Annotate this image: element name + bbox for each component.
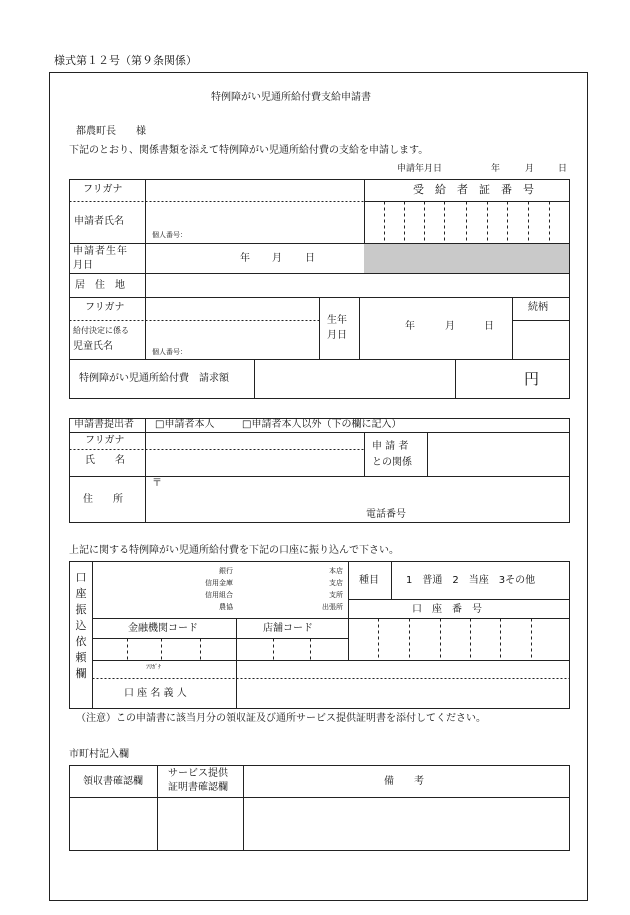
date-month-label: 月: [525, 164, 535, 174]
form-title: 特例障がい児通所給付費支給申請書: [211, 92, 371, 103]
holder-name-field[interactable]: [237, 679, 569, 708]
claim-amount-label: 特例障がい児通所給付費 請求額: [79, 373, 229, 384]
applicant-birth-label-2: 月日: [73, 260, 93, 271]
holder-label: 口 座 名 義 人: [124, 688, 187, 699]
furigana-label: フリガナ: [83, 184, 123, 195]
account-number-field[interactable]: [349, 619, 569, 660]
child-day-label: 日: [484, 321, 494, 332]
date-day-label: 日: [558, 164, 568, 174]
transfer-side-label: [70, 570, 92, 682]
addressee: 都農町長 様: [76, 126, 146, 137]
postal-mark: 〒: [152, 478, 162, 489]
bank-code-field[interactable]: [93, 639, 236, 660]
holder-furigana-label: ﾌﾘｶﾞﾅ: [146, 664, 162, 671]
side-char: 口: [75, 571, 87, 584]
branch-code-field[interactable]: [237, 639, 348, 660]
applicant-birth-label-1: 申請者生年: [73, 246, 128, 257]
submitter-name-label: 氏 名: [85, 455, 125, 466]
birth-month-label: 月: [272, 253, 282, 264]
address-label: 居 住 地: [75, 280, 125, 291]
remarks-label: 備 考: [384, 776, 424, 787]
branch-type-list: [290, 565, 343, 613]
child-birth-label-2: 月日: [327, 330, 347, 341]
side-char: 振: [75, 603, 87, 616]
account-type-options[interactable]: 1 普通 2 当座 3その他: [406, 575, 536, 586]
applicant-birth-field[interactable]: [146, 244, 364, 273]
branch-type: 本店: [329, 567, 343, 575]
submitter-relation-label-1: 申 請 者: [372, 441, 409, 452]
bank-code-label: 金融機関コード: [128, 623, 198, 634]
submitter-relation-label-2: との関係: [372, 457, 412, 468]
transfer-lead: 上記に関する特例障がい児通所給付費を下記の口座に振り込んで下さい。: [69, 545, 399, 556]
birth-day-label: 日: [305, 253, 315, 264]
submitter-furigana-field[interactable]: [146, 433, 364, 449]
submitter-name-field[interactable]: [146, 450, 364, 476]
child-label-2: 児童氏名: [73, 341, 113, 352]
submitter-furigana-label: フリガナ: [85, 435, 125, 446]
submitter-address-field[interactable]: [146, 477, 569, 522]
child-personal-no-label: 個人番号：: [152, 348, 187, 356]
side-char: 込: [75, 619, 87, 632]
submitter-relation-field[interactable]: [428, 433, 569, 476]
submitter-address-label: 住 所: [83, 494, 123, 505]
bank-type: 銀行: [219, 567, 233, 575]
service-cert-field[interactable]: [158, 798, 243, 850]
branch-type: 出張所: [322, 603, 343, 611]
applicant-furigana-field[interactable]: [146, 180, 364, 201]
branch-type: 支所: [329, 591, 343, 599]
child-year-label: 年: [405, 321, 415, 332]
child-label-1: 給付決定に係る: [73, 326, 129, 335]
address-field[interactable]: [146, 274, 569, 297]
form-number: 様式第１２号（第９条関係）: [54, 54, 197, 67]
service-cert-label-2: 証明書確認欄: [168, 782, 228, 793]
statement: 下記のとおり、関係書類を添えて特例障がい児通所給付費の支給を申請します。: [69, 145, 429, 156]
applicant-personal-no-label: 個人番号：: [152, 231, 187, 239]
checkbox-self[interactable]: □申請者本人: [155, 419, 215, 430]
bank-type: 農協: [219, 603, 233, 611]
branch-name-field[interactable]: [237, 562, 297, 618]
bank-type: 信用金庫: [205, 579, 233, 587]
claim-amount-yen-field[interactable]: [456, 360, 569, 398]
side-char: 欄: [75, 667, 87, 680]
attachment-note: （注意）この申請書に該当月分の領収証及び通所サービス提供証明書を添付してください。: [76, 713, 486, 724]
bank-name-field[interactable]: [93, 562, 193, 618]
recipient-cert-label: 受 給 者 証 番 号: [413, 183, 534, 196]
phone-label: 電話番号: [366, 509, 406, 520]
holder-furigana-field[interactable]: [237, 661, 569, 678]
account-type-label: 種目: [359, 575, 379, 586]
child-furigana-field[interactable]: [146, 298, 319, 320]
date-year-label: 年: [491, 164, 501, 174]
receipt-check-label: 領収書確認欄: [83, 776, 143, 787]
applicant-name-label: 申請者氏名: [74, 216, 124, 227]
checkbox-other[interactable]: □申請者本人以外（下の欄に記入）: [242, 419, 402, 430]
relation-field[interactable]: [513, 321, 569, 359]
remarks-field[interactable]: [244, 798, 569, 850]
branch-code-label: 店舗コード: [263, 623, 313, 634]
claim-amount-field[interactable]: [255, 360, 455, 398]
side-char: 座: [75, 587, 87, 600]
side-char: 依: [75, 635, 87, 648]
service-cert-label-1: サービス提供: [168, 768, 228, 779]
recipient-cert-field[interactable]: [365, 202, 569, 243]
branch-type: 支店: [329, 579, 343, 587]
account-number-label: 口 座 番 号: [412, 604, 482, 615]
bank-type: 信用組合: [205, 591, 233, 599]
application-date-label: 申請年月日: [397, 164, 443, 174]
relation-label: 続柄: [528, 302, 548, 313]
receipt-check-field[interactable]: [70, 798, 157, 850]
child-month-label: 月: [445, 321, 455, 332]
child-birth-label-1: 生年: [327, 315, 347, 326]
submitter-label: 申請書提出者: [74, 419, 134, 430]
yen-label: 円: [524, 370, 540, 388]
birth-year-label: 年: [240, 253, 250, 264]
child-furigana-label: フリガナ: [85, 302, 125, 313]
office-use-title: 市町村記入欄: [69, 749, 129, 760]
side-char: 頼: [75, 651, 87, 664]
